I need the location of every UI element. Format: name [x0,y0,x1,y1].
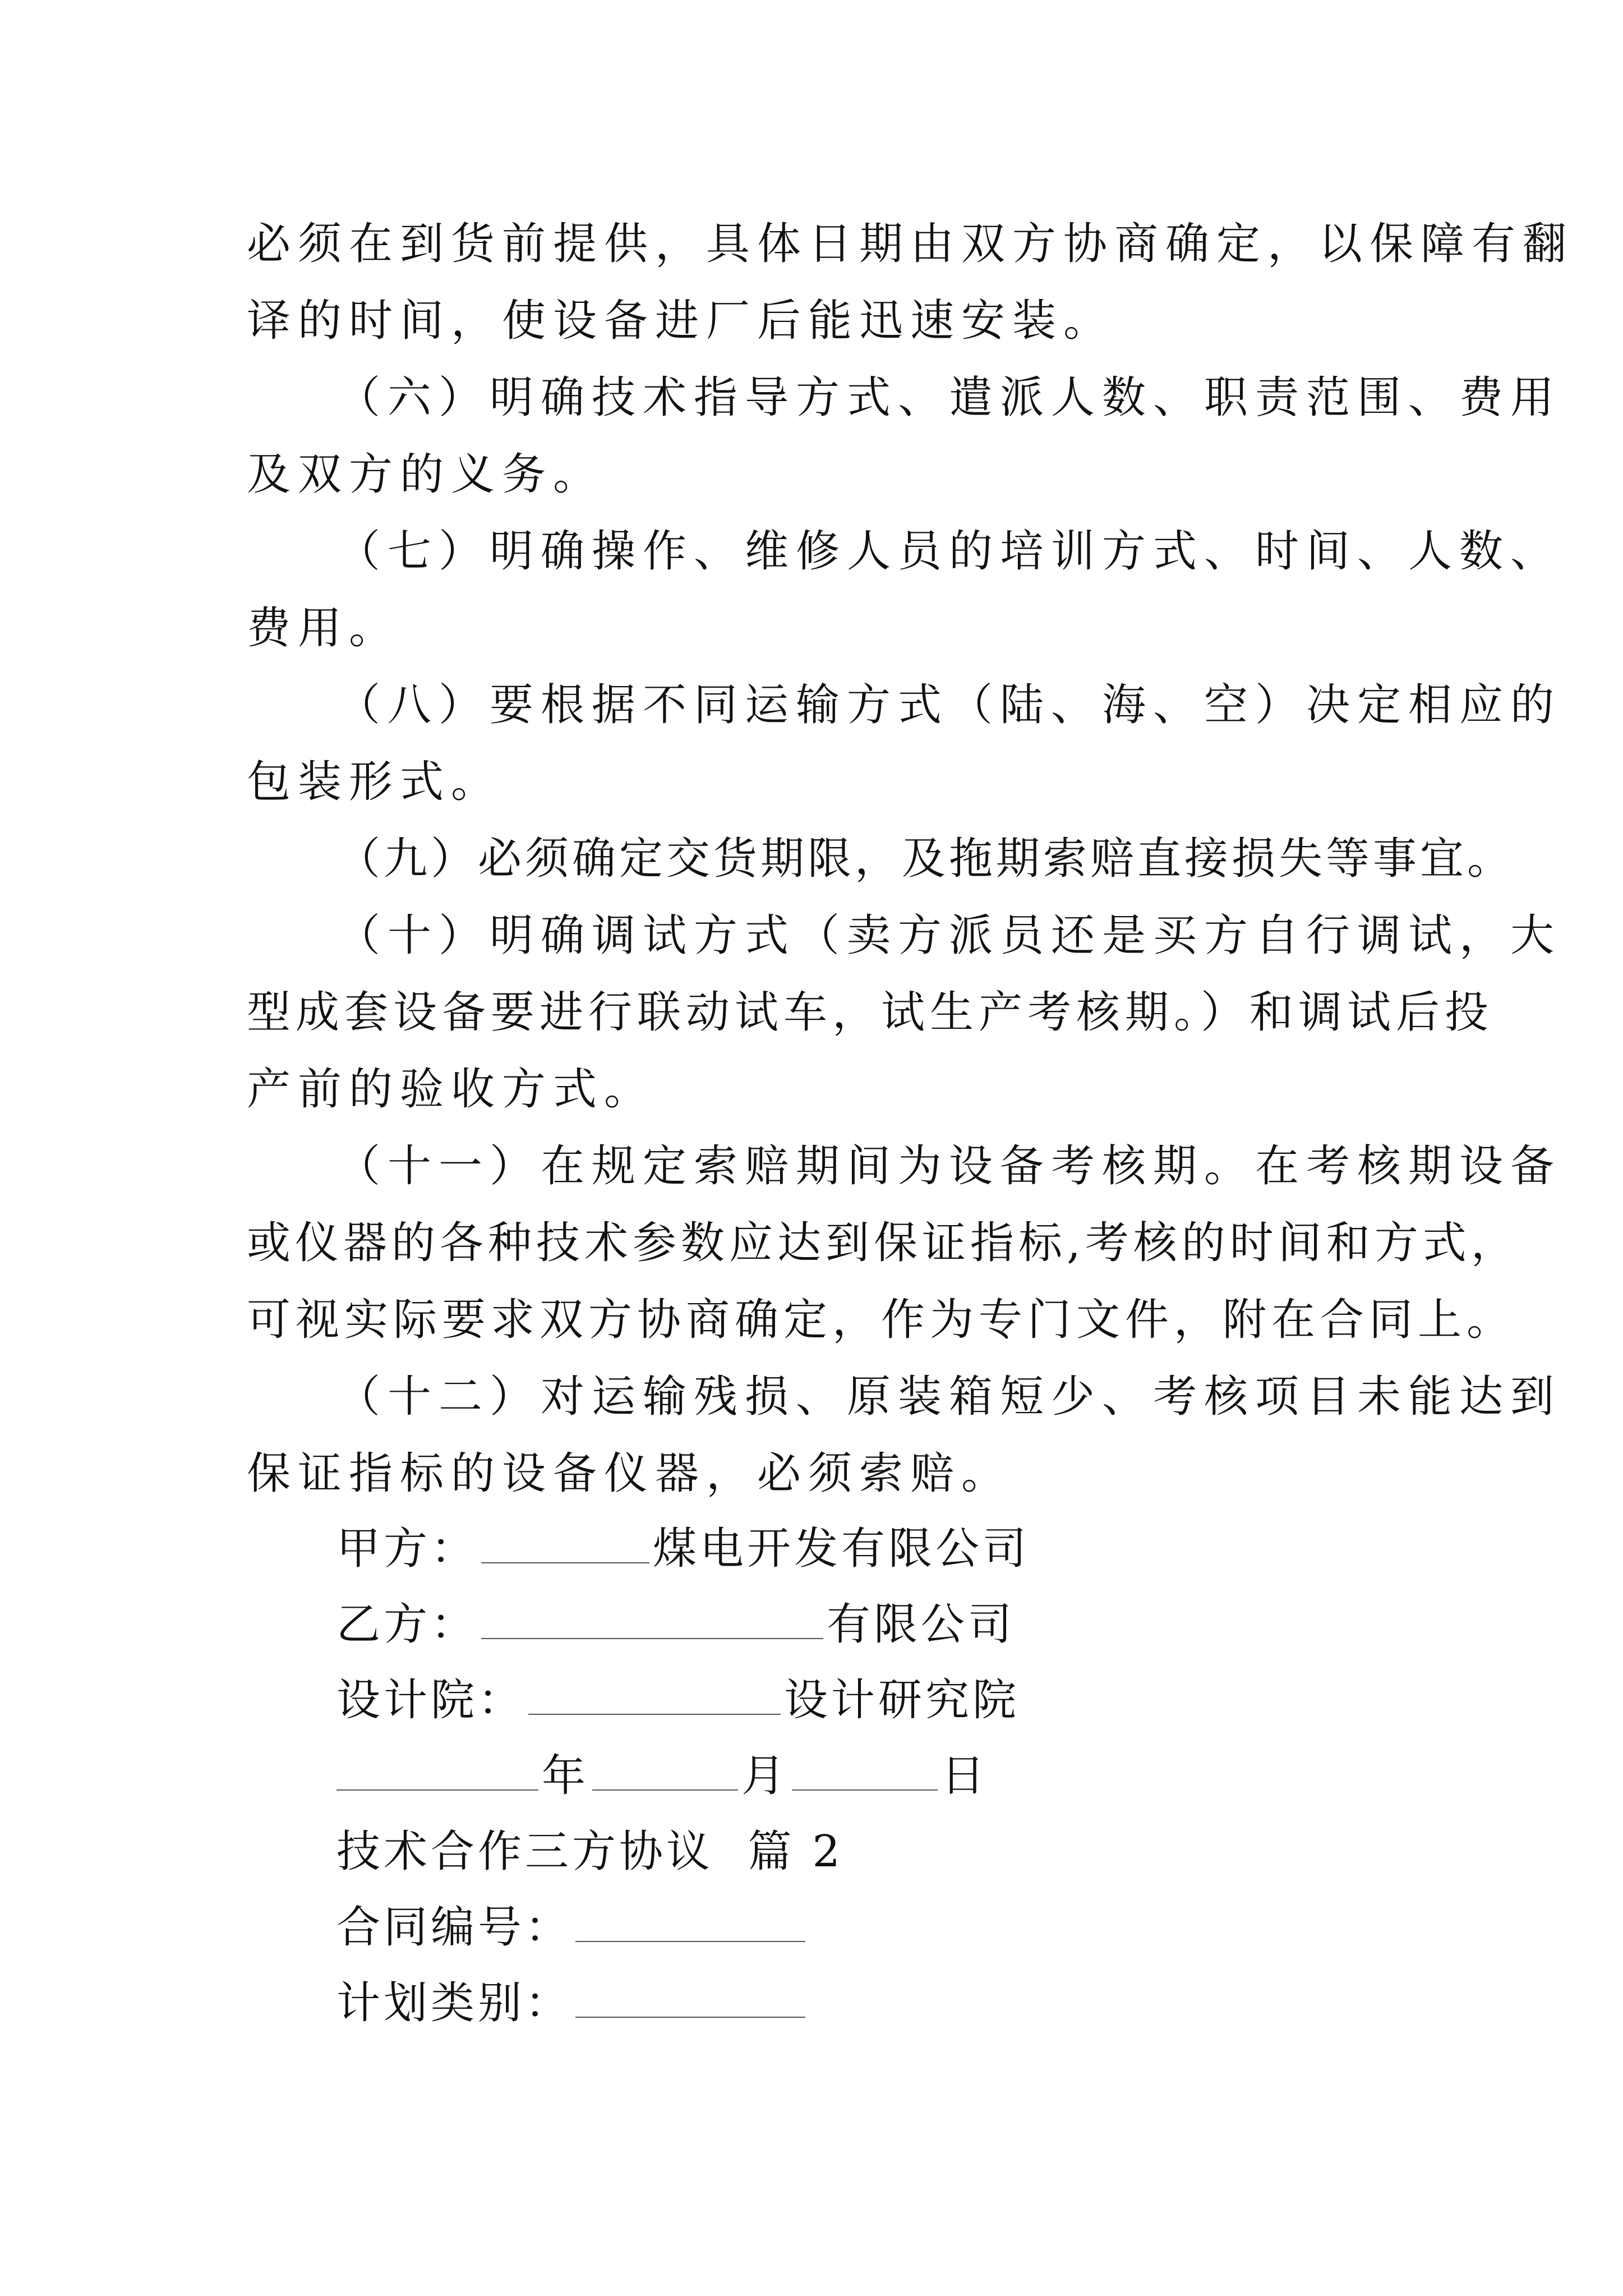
paragraph-line: （七）明确操作、维修人员的培训方式、时间、人数、 [336,526,1562,577]
party-a-blank[interactable] [481,1523,649,1563]
paragraph-line: 必须在到货前提供，具体日期由双方协商确定，以保障有翻 [247,219,1574,269]
paragraph-line: 或仪器的各种技术参数应达到保证指标,考核的时间和方式， [247,1218,1519,1268]
party-a-label: 甲方： [336,1524,478,1574]
design-institute-line [336,1673,1020,1727]
plan-type-blank[interactable] [575,1977,805,2018]
design-institute-suffix: 设计研究院 [784,1675,1020,1726]
party-b-suffix: 有限公司 [827,1599,1016,1650]
date-line [336,1749,988,1803]
plan-type-label: 计划类别： [336,1978,573,2028]
month-label: 月 [741,1751,789,1801]
paragraph-line: 可视实际要求双方协商确定，作为专门文件，附在合同上。 [247,1295,1516,1345]
party-a-line [336,1522,1030,1576]
paragraph-line: （八）要根据不同运输方式（陆、海、空）决定相应的 [336,680,1562,730]
year-blank[interactable] [336,1750,538,1791]
paragraph-line: 译的时间，使设备进厂后能迅速安装。 [247,296,1115,346]
section-title: 技术合作三方协议 篇 2 [336,1826,844,1877]
paragraph-line: 保证指标的设备仪器，必须索赔。 [247,1448,1013,1499]
paragraph-line: （六）明确技术指导方式、遣派人数、职责范围、费用 [336,372,1562,423]
plan-type-line [336,1976,809,2030]
paragraph-line: 产前的验收方式。 [247,1064,656,1115]
contract-number-label: 合同编号： [336,1902,573,1953]
paragraph-line: （十）明确调试方式（卖方派员还是买方自行调试，大 [336,910,1562,961]
party-a-suffix: 煤电开发有限公司 [653,1524,1030,1574]
party-b-line [336,1598,1015,1651]
paragraph-line: 费用。 [247,603,400,654]
paragraph-line: 及双方的义务。 [247,449,605,500]
paragraph-line: （九）必须确定交货期限，及拖期索赔直接损失等事宜。 [336,834,1515,884]
paragraph-line: 型成套设备要进行联动试车，试生产考核期。）和调试后投 [247,987,1494,1038]
contract-number-line [336,1901,809,1954]
contract-number-blank[interactable] [575,1902,805,1942]
party-b-blank[interactable] [481,1599,823,1639]
day-blank[interactable] [792,1750,938,1791]
month-blank[interactable] [592,1750,738,1791]
paragraph-line: （十一）在规定索赔期间为设备考核期。在考核期设备 [336,1141,1562,1191]
party-b-label: 乙方： [336,1599,478,1650]
paragraph-line: 包装形式。 [247,757,502,807]
day-label: 日 [941,1751,989,1801]
year-label: 年 [542,1751,589,1801]
paragraph-line: （十二）对运输残损、原装箱短少、考核项目未能达到 [336,1372,1562,1422]
design-institute-blank[interactable] [528,1674,781,1715]
design-institute-label: 设计院： [336,1675,525,1726]
